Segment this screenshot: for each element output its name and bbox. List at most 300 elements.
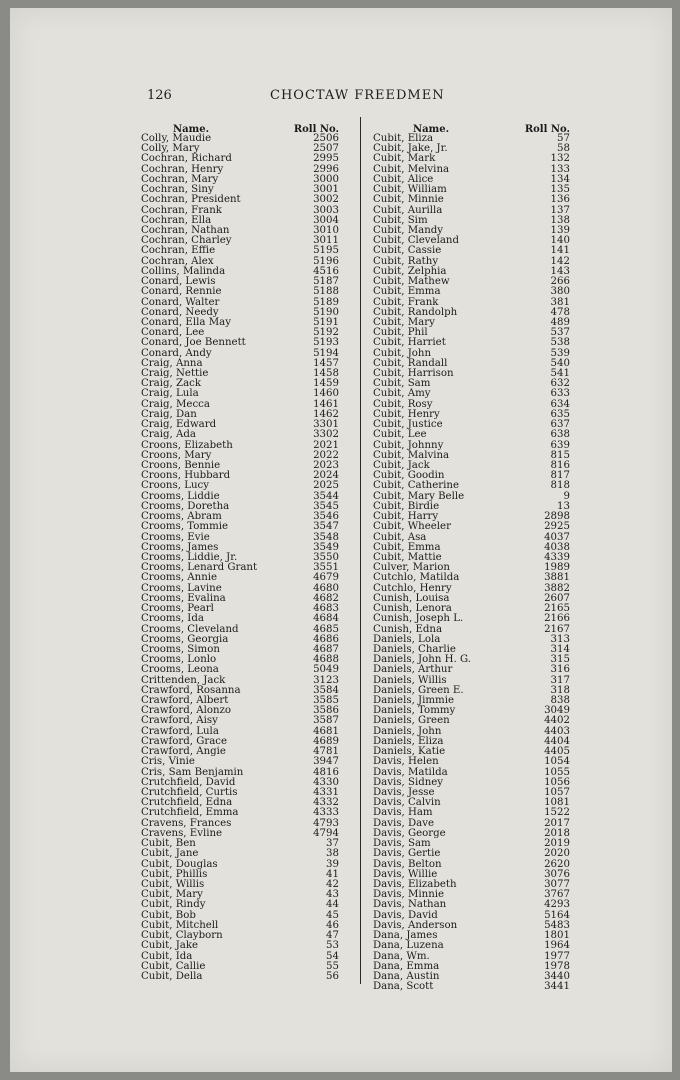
entry-roll-number: 4683 <box>313 603 339 615</box>
entry-roll-number: 1054 <box>544 756 570 768</box>
entry-name: Cubit, Zelphia <box>373 265 447 277</box>
entry-name: Davis, Nathan <box>373 899 447 911</box>
entry-name: Cochran, Alex <box>141 255 214 267</box>
entry-name: Cubit, Della <box>141 970 203 982</box>
entry-roll-number: 635 <box>550 408 570 420</box>
entry-name: Cravens, Frances <box>141 817 232 829</box>
entry-roll-number: 5192 <box>313 327 339 339</box>
entry-roll-number: 815 <box>550 449 570 461</box>
entry-roll-number: 2506 <box>313 133 339 144</box>
entry-name: Davis, Ham <box>373 807 433 819</box>
right-rows <box>373 134 570 992</box>
entry-name: Croons, Mary <box>141 449 212 461</box>
entry-name: Cochran, Ella <box>141 214 212 226</box>
entry-name: Craig, Anna <box>141 357 203 369</box>
entry-roll-number: 5049 <box>313 664 339 676</box>
entry-name: Cubit, Mary <box>141 889 203 901</box>
entry-roll-number: 3049 <box>544 705 570 717</box>
entry-roll-number: 5189 <box>313 296 339 308</box>
entry-name: Crawford, Rosanna <box>141 684 241 696</box>
entry-roll-number: 637 <box>550 419 570 431</box>
entry-name: Cubit, Mark <box>373 153 436 165</box>
roll-entry <box>141 849 339 859</box>
entry-name: Daniels, Willis <box>373 674 447 686</box>
document-page <box>10 8 672 1072</box>
entry-name: Cubit, Clayborn <box>141 930 223 942</box>
entry-name: Crooms, Evalina <box>141 592 226 604</box>
entry-roll-number: 46 <box>326 919 339 931</box>
entry-roll-number: 537 <box>550 327 570 339</box>
entry-roll-number: 3077 <box>544 878 570 890</box>
entry-roll-number: 143 <box>550 265 570 277</box>
entry-name: Crooms, Cleveland <box>141 623 239 635</box>
entry-name: Cubit, Mary <box>373 316 435 328</box>
entry-roll-number: 4687 <box>313 643 339 655</box>
entry-name: Craig, Mecca <box>141 398 210 410</box>
entry-roll-number: 42 <box>326 878 339 890</box>
entry-name: Daniels, Jimmie <box>373 695 455 707</box>
entry-name: Dana, Luzena <box>373 940 444 952</box>
entry-name: Davis, Calvin <box>373 797 441 809</box>
entry-roll-number: 1462 <box>313 408 339 420</box>
entry-roll-number: 4404 <box>544 735 570 747</box>
entry-roll-number: 317 <box>550 674 570 686</box>
entry-roll-number: 3584 <box>313 684 339 696</box>
entry-name: Cubit, Willis <box>141 878 205 890</box>
entry-roll-number: 540 <box>550 357 570 369</box>
entry-roll-number: 141 <box>550 245 570 257</box>
right-column <box>373 124 570 992</box>
entry-name: Cutchlo, Henry <box>373 582 452 594</box>
entry-roll-number: 4516 <box>313 265 339 277</box>
entry-roll-number: 2925 <box>544 521 570 533</box>
roll-entry <box>373 522 570 532</box>
entry-roll-number: 4816 <box>313 766 339 778</box>
entry-name: Cochran, Mary <box>141 173 219 185</box>
entry-roll-number: 639 <box>550 439 570 451</box>
entry-name: Cubit, Asa <box>373 531 427 543</box>
entry-name: Crutchfield, Curtis <box>141 787 238 798</box>
entry-roll-number: 3441 <box>544 981 570 993</box>
entry-name: Croons, Lucy <box>141 480 209 492</box>
entry-name: Cunish, Joseph L. <box>373 613 464 625</box>
entry-name: Crooms, Simon <box>141 643 220 655</box>
entry-roll-number: 5164 <box>544 909 570 921</box>
entry-name: Cubit, Phillis <box>141 868 208 880</box>
entry-name: Cubit, Birdie <box>373 500 440 512</box>
entry-name: Cubit, Mary Belle <box>373 490 465 502</box>
entry-name: Cubit, Cassie <box>373 245 442 257</box>
entry-name: Daniels, Arthur <box>373 664 453 676</box>
entry-roll-number: 9 <box>563 490 570 502</box>
entry-roll-number: 1801 <box>544 930 570 942</box>
entry-roll-number: 4793 <box>313 817 339 829</box>
entry-roll-number: 2165 <box>544 603 570 615</box>
entry-roll-number: 1056 <box>544 776 570 788</box>
entry-roll-number: 4684 <box>313 613 339 625</box>
entry-name: Crutchfield, Edna <box>141 797 233 809</box>
entry-roll-number: 4405 <box>544 746 570 758</box>
roll-entry <box>141 941 339 951</box>
entry-roll-number: 2024 <box>313 470 339 482</box>
entry-roll-number: 58 <box>557 143 570 155</box>
entry-roll-number: 4685 <box>313 623 339 635</box>
entry-name: Crawford, Alonzo <box>141 705 232 717</box>
entry-name: Crooms, Lonlo <box>141 654 217 666</box>
entry-roll-number: 132 <box>550 153 570 165</box>
entry-name: Cubit, Rindy <box>141 899 206 911</box>
entry-roll-number: 57 <box>557 133 570 144</box>
entry-roll-number: 5188 <box>313 286 339 298</box>
entry-name: Daniels, Charlie <box>373 643 456 655</box>
entry-roll-number: 2020 <box>544 848 570 860</box>
entry-roll-number: 1522 <box>544 807 570 819</box>
entry-roll-number: 140 <box>550 235 570 247</box>
entry-name: Dana, Wm. <box>373 950 430 962</box>
entry-name: Cunish, Edna <box>373 623 443 635</box>
entry-name: Davis, Sidney <box>373 776 444 788</box>
entry-name: Crawford, Aisy <box>141 715 218 727</box>
entry-name: Cris, Sam Benjamin <box>141 766 244 778</box>
entry-name: Conard, Lee <box>141 327 205 339</box>
entry-name: Crooms, Tommie <box>141 521 229 533</box>
entry-roll-number: 4794 <box>313 827 339 839</box>
entry-roll-number: 3011 <box>313 235 339 247</box>
entry-roll-number: 2995 <box>313 153 339 165</box>
entry-name: Cutchlo, Matilda <box>373 572 460 584</box>
entry-roll-number: 1457 <box>313 357 339 369</box>
entry-roll-number: 2620 <box>544 858 570 870</box>
entry-name: Davis, George <box>373 827 446 839</box>
entry-name: Cochran, Effie <box>141 245 216 257</box>
entry-name: Cubit, Jane <box>141 848 199 860</box>
entry-roll-number: 2018 <box>544 827 570 839</box>
entry-name: Davis, Sam <box>373 838 431 850</box>
entry-roll-number: 2021 <box>313 439 339 451</box>
entry-name: Cochran, Frank <box>141 204 222 216</box>
entry-name: Conard, Rennie <box>141 286 222 298</box>
entry-roll-number: 5196 <box>313 255 339 267</box>
entry-roll-number: 3004 <box>313 214 339 226</box>
entry-name: Cubit, Mattie <box>373 551 442 563</box>
entry-roll-number: 1460 <box>313 388 339 400</box>
entry-name: Crutchfield, David <box>141 776 236 788</box>
entry-roll-number: 4330 <box>313 776 339 788</box>
entry-roll-number: 318 <box>550 684 570 696</box>
roll-entry <box>373 849 570 859</box>
entry-roll-number: 1458 <box>313 368 339 380</box>
entry-roll-number: 838 <box>550 695 570 707</box>
entry-name: Cubit, Emma <box>373 286 441 298</box>
entry-name: Colly, Mary <box>141 143 200 155</box>
entry-name: Cubit, Lee <box>373 429 427 441</box>
entry-name: Cochran, Charley <box>141 235 232 247</box>
entry-name: Cubit, Callie <box>141 960 206 972</box>
entry-roll-number: 3000 <box>313 173 339 185</box>
entry-name: Dana, Austin <box>373 970 440 982</box>
entry-roll-number: 4331 <box>313 787 339 798</box>
entry-name: Cris, Vinie <box>141 756 195 768</box>
entry-roll-number: 47 <box>326 930 339 942</box>
entry-roll-number: 3076 <box>544 868 570 880</box>
entry-roll-number: 139 <box>550 224 570 236</box>
entry-roll-number: 316 <box>550 664 570 676</box>
entry-roll-number: 1055 <box>544 766 570 778</box>
entry-roll-number: 135 <box>550 184 570 196</box>
entry-name: Crooms, Lavine <box>141 582 222 594</box>
entry-roll-number: 5194 <box>313 347 339 359</box>
entry-name: Culver, Marion <box>373 562 450 574</box>
entry-name: Cubit, Ida <box>141 950 193 962</box>
name-header: Name. <box>413 124 450 135</box>
entry-roll-number: 43 <box>326 889 339 901</box>
entry-name: Daniels, John H. G. <box>373 654 472 666</box>
entry-roll-number: 3544 <box>313 490 339 502</box>
entry-name: Crawford, Albert <box>141 695 229 707</box>
entry-name: Conard, Needy <box>141 306 219 318</box>
entry-name: Crooms, Ida <box>141 613 204 625</box>
entry-roll-number: 2996 <box>313 163 339 175</box>
entry-roll-number: 3002 <box>313 194 339 206</box>
entry-name: Cubit, Harrison <box>373 368 454 380</box>
entry-name: Cubit, Ben <box>141 838 196 850</box>
entry-roll-number: 4679 <box>313 572 339 584</box>
entry-roll-number: 633 <box>550 388 570 400</box>
entry-roll-number: 13 <box>557 500 570 512</box>
entry-name: Crawford, Angie <box>141 746 226 758</box>
roll-entry <box>141 614 339 624</box>
entry-name: Cubit, Jack <box>373 460 430 471</box>
entry-name: Cubit, Rosy <box>373 398 433 410</box>
entry-roll-number: 3010 <box>313 224 339 236</box>
entry-name: Croons, Elizabeth <box>141 439 233 451</box>
entry-name: Cubit, Minnie <box>373 194 444 206</box>
entry-roll-number: 4038 <box>544 541 570 553</box>
entry-name: Cubit, William <box>373 184 447 196</box>
entry-roll-number: 4689 <box>313 735 339 747</box>
entry-name: Cochran, President <box>141 194 241 206</box>
entry-roll-number: 3001 <box>313 184 339 196</box>
entry-name: Davis, Minnie <box>373 889 445 901</box>
entry-roll-number: 54 <box>326 950 339 962</box>
entry-name: Crooms, Evie <box>141 531 210 543</box>
entry-name: Davis, Gertie <box>373 848 441 860</box>
entry-name: Daniels, Eliza <box>373 735 444 747</box>
entry-roll-number: 4686 <box>313 633 339 645</box>
roll-entry <box>141 287 339 297</box>
entry-roll-number: 4688 <box>313 654 339 666</box>
entry-roll-number: 4680 <box>313 582 339 594</box>
entry-roll-number: 5193 <box>313 337 339 349</box>
entry-roll-number: 41 <box>326 868 339 880</box>
entry-roll-number: 1057 <box>544 787 570 798</box>
entry-name: Cunish, Louisa <box>373 592 450 604</box>
entry-roll-number: 3546 <box>313 511 339 523</box>
entry-roll-number: 313 <box>550 633 570 645</box>
roll-entry <box>373 195 570 205</box>
entry-roll-number: 45 <box>326 909 339 921</box>
entry-name: Cubit, Catherine <box>373 480 459 492</box>
entry-roll-number: 1081 <box>544 797 570 809</box>
entry-name: Cubit, Cleveland <box>373 235 459 247</box>
entry-roll-number: 3547 <box>313 521 339 533</box>
entry-name: Cubit, Douglas <box>141 858 218 870</box>
entry-roll-number: 380 <box>550 286 570 298</box>
entry-roll-number: 816 <box>550 460 570 471</box>
entry-name: Cubit, Sim <box>373 214 428 226</box>
entry-name: Crooms, James <box>141 541 219 553</box>
entry-name: Cubit, Randall <box>373 357 448 369</box>
entry-roll-number: 134 <box>550 173 570 185</box>
entry-roll-number: 538 <box>550 337 570 349</box>
entry-roll-number: 56 <box>326 970 339 982</box>
entry-roll-number: 4332 <box>313 797 339 809</box>
entry-roll-number: 3551 <box>313 562 339 574</box>
entry-roll-number: 3585 <box>313 695 339 707</box>
entry-roll-number: 3550 <box>313 551 339 563</box>
entry-name: Cravens, Evline <box>141 827 223 839</box>
entry-name: Daniels, Green E. <box>373 684 464 696</box>
roll-entry <box>141 972 339 982</box>
entry-roll-number: 2022 <box>313 449 339 461</box>
entry-roll-number: 1978 <box>544 960 570 972</box>
entry-roll-number: 2167 <box>544 623 570 635</box>
left-rows <box>141 134 339 982</box>
entry-roll-number: 818 <box>550 480 570 492</box>
entry-name: Crooms, Abram <box>141 511 222 523</box>
entry-name: Cubit, John <box>373 347 432 359</box>
roll-entry <box>373 614 570 624</box>
entry-name: Cochran, Siny <box>141 184 214 196</box>
entry-roll-number: 3123 <box>313 674 339 686</box>
entry-name: Crooms, Annie <box>141 572 218 584</box>
entry-name: Cubit, Johnny <box>373 439 444 451</box>
entry-name: Craig, Lula <box>141 388 199 400</box>
entry-roll-number: 39 <box>326 858 339 870</box>
entry-name: Collins, Malinda <box>141 265 226 277</box>
entry-name: Cubit, Bob <box>141 909 196 921</box>
entry-name: Cubit, Aurilla <box>373 204 443 216</box>
entry-name: Cubit, Rathy <box>373 255 439 267</box>
entry-roll-number: 3882 <box>544 582 570 594</box>
entry-roll-number: 3301 <box>313 419 339 431</box>
entry-roll-number: 4403 <box>544 725 570 737</box>
entry-roll-number: 3302 <box>313 429 339 441</box>
entry-name: Dana, James <box>373 930 438 942</box>
entry-roll-number: 541 <box>550 368 570 380</box>
entry-name: Crooms, Doretha <box>141 500 230 512</box>
entry-name: Cubit, Malvina <box>373 449 450 461</box>
entry-roll-number: 478 <box>550 306 570 318</box>
entry-name: Davis, Matilda <box>373 766 448 778</box>
entry-name: Davis, Willie <box>373 868 438 880</box>
entry-name: Conard, Lewis <box>141 276 216 288</box>
entry-roll-number: 5187 <box>313 276 339 288</box>
entry-name: Cubit, Henry <box>373 408 440 420</box>
page-number: 126 <box>147 88 172 103</box>
entry-name: Cubit, Frank <box>373 296 439 308</box>
column-divider <box>360 117 361 984</box>
entry-name: Cubit, Justice <box>373 419 443 431</box>
entry-name: Cochran, Henry <box>141 163 224 175</box>
entry-name: Cunish, Lenora <box>373 603 452 615</box>
entry-roll-number: 137 <box>550 204 570 216</box>
roll-entry <box>373 941 570 951</box>
entry-roll-number: 38 <box>326 848 339 860</box>
entry-name: Craig, Dan <box>141 408 197 420</box>
roll-header: Roll No. <box>293 124 339 135</box>
entry-roll-number: 539 <box>550 347 570 359</box>
entry-roll-number: 4681 <box>313 725 339 737</box>
roll-entry <box>373 287 570 297</box>
entry-name: Crawford, Grace <box>141 735 228 747</box>
entry-name: Crittenden, Jack <box>141 674 226 686</box>
entry-name: Cubit, Phil <box>373 327 428 339</box>
entry-roll-number: 2607 <box>544 592 570 604</box>
entry-name: Craig, Nettie <box>141 368 209 380</box>
entry-name: Conard, Ella May <box>141 316 231 328</box>
entry-name: Crooms, Liddie, Jr. <box>141 551 238 563</box>
entry-name: Daniels, Katie <box>373 746 446 758</box>
entry-roll-number: 4293 <box>544 899 570 911</box>
entry-name: Cubit, Sam <box>373 378 431 390</box>
name-header: Name. <box>173 124 210 135</box>
entry-roll-number: 55 <box>326 960 339 972</box>
page-title: CHOCTAW FREEDMEN <box>270 88 445 103</box>
entry-roll-number: 1977 <box>544 950 570 962</box>
entry-name: Cubit, Eliza <box>373 133 434 144</box>
entry-name: Crooms, Leona <box>141 664 219 676</box>
entry-roll-number: 1461 <box>313 398 339 410</box>
entry-name: Conard, Walter <box>141 296 220 308</box>
entry-roll-number: 1964 <box>544 940 570 952</box>
entry-name: Davis, Helen <box>373 756 439 768</box>
entry-name: Cubit, Emma <box>373 541 441 553</box>
entry-name: Cubit, Jake, Jr. <box>373 143 448 155</box>
entry-roll-number: 5190 <box>313 306 339 318</box>
entry-roll-number: 2023 <box>313 460 339 471</box>
entry-name: Cubit, Mathew <box>373 276 450 288</box>
entry-roll-number: 136 <box>550 194 570 206</box>
entry-roll-number: 817 <box>550 470 570 482</box>
entry-roll-number: 3587 <box>313 715 339 727</box>
entry-name: Cubit, Randolph <box>373 306 458 318</box>
entry-roll-number: 4781 <box>313 746 339 758</box>
entry-roll-number: 2019 <box>544 838 570 850</box>
entry-roll-number: 1459 <box>313 378 339 390</box>
entry-name: Cochran, Richard <box>141 153 232 165</box>
entry-roll-number: 3549 <box>313 541 339 553</box>
entry-name: Davis, David <box>373 909 438 921</box>
entry-name: Crawford, Lula <box>141 725 219 737</box>
entry-roll-number: 2017 <box>544 817 570 829</box>
entry-roll-number: 266 <box>550 276 570 288</box>
entry-roll-number: 3440 <box>544 970 570 982</box>
entry-name: Craig, Zack <box>141 378 202 390</box>
entry-roll-number: 53 <box>326 940 339 952</box>
roll-entry <box>373 982 570 992</box>
entry-roll-number: 634 <box>550 398 570 410</box>
entry-roll-number: 4682 <box>313 592 339 604</box>
entry-name: Cubit, Wheeler <box>373 521 451 533</box>
entry-name: Cubit, Harriet <box>373 337 446 349</box>
entry-roll-number: 632 <box>550 378 570 390</box>
entry-name: Cochran, Nathan <box>141 224 230 236</box>
entry-roll-number: 4333 <box>313 807 339 819</box>
entry-roll-number: 4402 <box>544 715 570 727</box>
entry-roll-number: 3881 <box>544 572 570 584</box>
entry-roll-number: 133 <box>550 163 570 175</box>
